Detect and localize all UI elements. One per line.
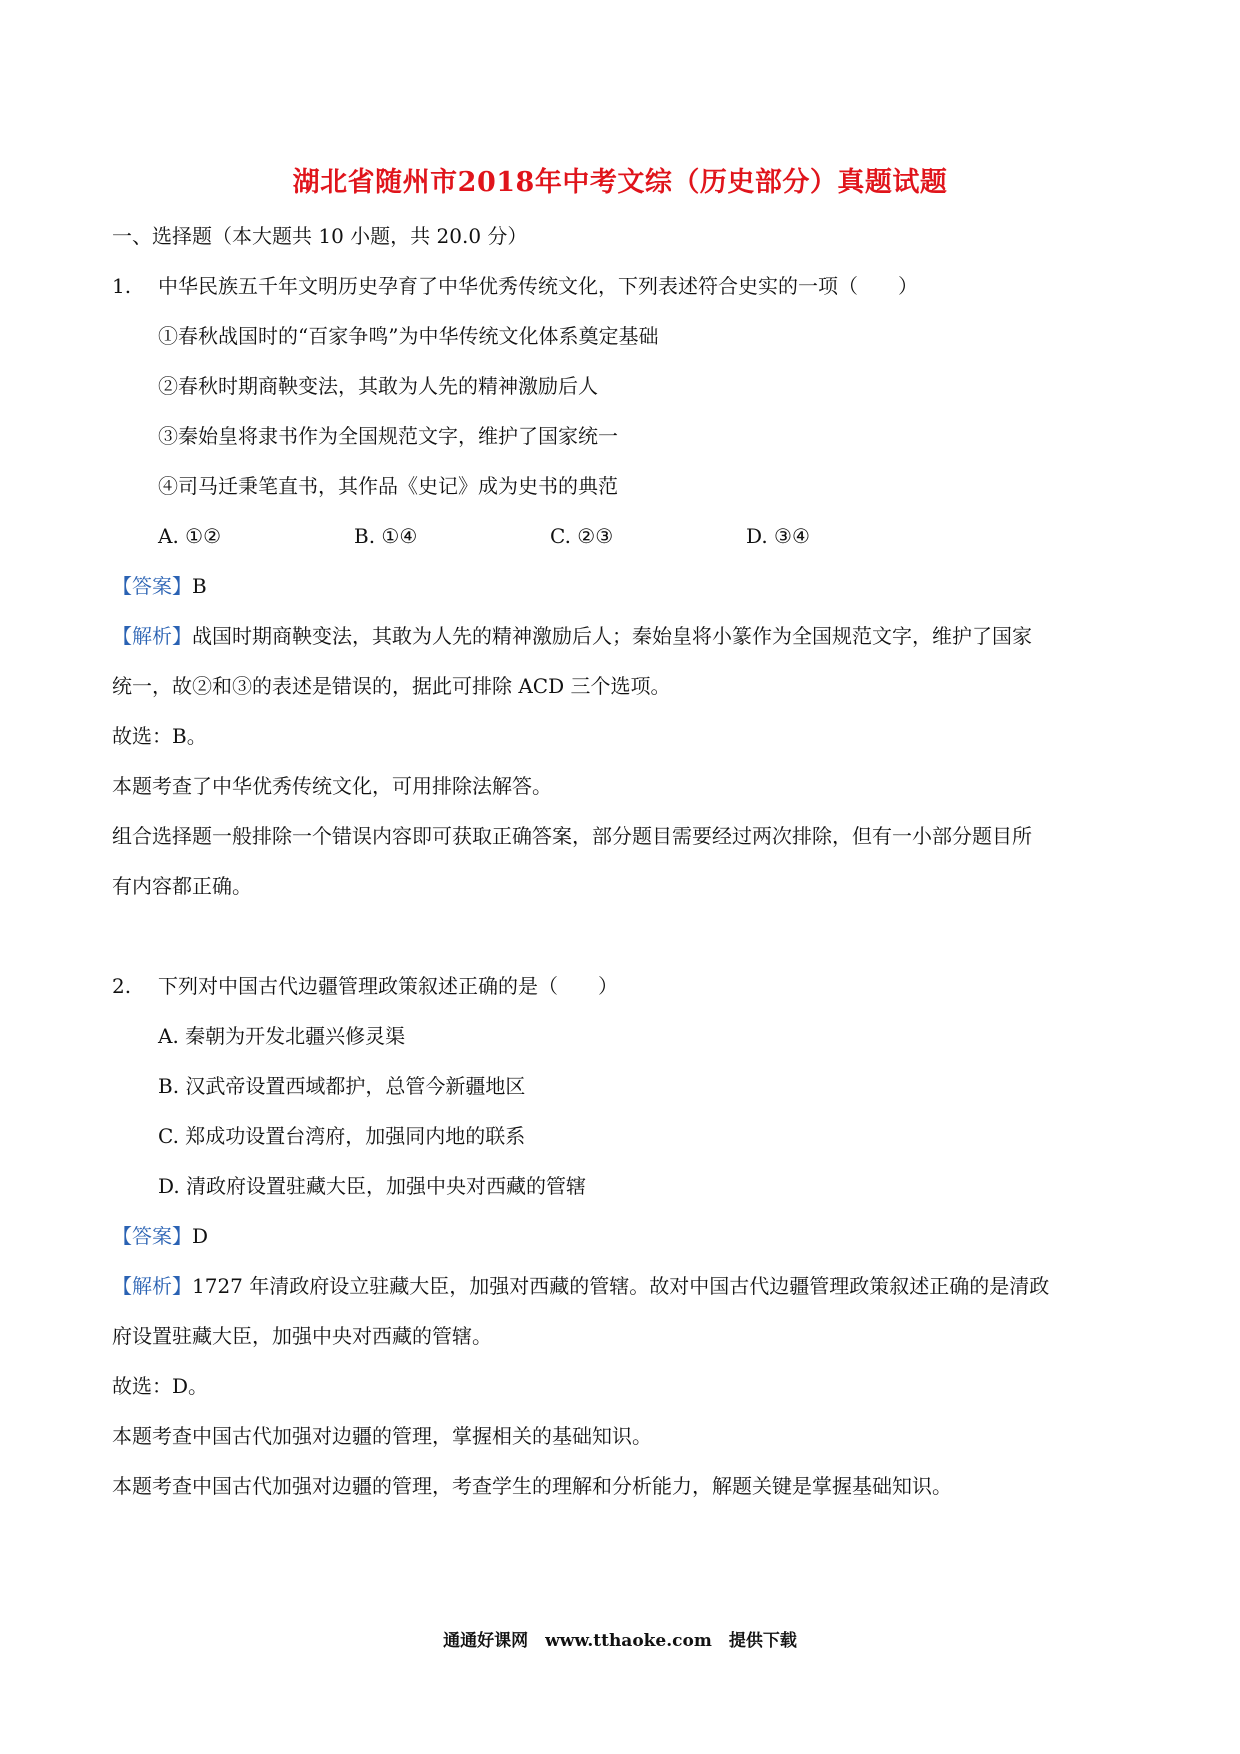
q1-statement-4: ④司马迁秉笔直书，其作品《史记》成为史书的典范 — [158, 474, 618, 498]
q2-answer — [112, 1222, 208, 1250]
q1-option-d: D. ③④ — [746, 524, 810, 548]
answer-tag: 【答案】 — [112, 1224, 192, 1248]
q1-option-a: A. ①② — [158, 524, 222, 548]
q1-choice: 故选：B。 — [112, 724, 207, 748]
q1-note-2-cont: 有内容都正确。 — [112, 874, 252, 898]
q1-statement-1: ①春秋战国时的“百家争鸣”为中华传统文化体系奠定基础 — [158, 324, 659, 348]
q2-note-1: 本题考查中国古代加强对边疆的管理，掌握相关的基础知识。 — [112, 1424, 652, 1448]
q1-answer — [112, 572, 207, 600]
q2-analysis — [112, 1272, 1049, 1300]
q1-answer-value: B — [192, 574, 207, 598]
q1-statement-2: ②春秋时期商鞅变法，其敢为人先的精神激励后人 — [158, 374, 598, 398]
q1-analysis — [112, 622, 1032, 650]
analysis-tag: 【解析】 — [112, 624, 192, 648]
page-footer: 通通好课网 www.tthaoke.com 提供下载 — [443, 1631, 797, 1651]
section-heading: 一、选择题（本大题共 10 小题，共 20.0 分） — [112, 224, 528, 248]
analysis-tag: 【解析】 — [112, 1274, 192, 1298]
q2-number: 2. — [112, 974, 132, 998]
q1-option-c: C. ②③ — [550, 524, 614, 548]
q2-analysis-cont: 府设置驻藏大臣，加强中央对西藏的管辖。 — [112, 1324, 492, 1348]
q2-analysis-text: 1727 年清政府设立驻藏大臣，加强对西藏的管辖。故对中国古代边疆管理政策叙述正确的是清政 — [192, 1274, 1050, 1298]
q2-answer-value: D — [192, 1224, 209, 1248]
q2-choice: 故选：D。 — [112, 1374, 209, 1398]
q1-number: 1. — [112, 274, 132, 298]
q2-option-a: A. 秦朝为开发北疆兴修灵渠 — [158, 1024, 406, 1048]
document-title: 湖北省随州市2018年中考文综（历史部分）真题试题 — [292, 167, 948, 198]
q1-option-b: B. ①④ — [354, 524, 418, 548]
q2-option-d: D. 清政府设置驻藏大臣，加强中央对西藏的管辖 — [158, 1174, 587, 1198]
q1-analysis-cont: 统一，故②和③的表述是错误的，据此可排除 ACD 三个选项。 — [112, 674, 671, 698]
answer-tag: 【答案】 — [112, 574, 192, 598]
q1-stem: 中华民族五千年文明历史孕育了中华优秀传统文化，下列表述符合史实的一项（ ） — [158, 274, 918, 298]
q2-note-2: 本题考查中国古代加强对边疆的管理，考查学生的理解和分析能力，解题关键是掌握基础知识。 — [112, 1474, 952, 1498]
q2-option-c: C. 郑成功设置台湾府，加强同内地的联系 — [158, 1124, 526, 1148]
q1-statement-3: ③秦始皇将隶书作为全国规范文字，维护了国家统一 — [158, 424, 618, 448]
q2-option-b: B. 汉武帝设置西域都护，总管今新疆地区 — [158, 1074, 526, 1098]
q1-note-2: 组合选择题一般排除一个错误内容即可获取正确答案，部分题目需要经过两次排除，但有一小部分题目所 — [112, 824, 1032, 848]
q2-stem: 下列对中国古代边疆管理政策叙述正确的是（ ） — [158, 974, 618, 998]
q1-analysis-text: 战国时期商鞅变法，其敢为人先的精神激励后人；秦始皇将小篆作为全国规范文字，维护了国家 — [192, 624, 1032, 648]
q1-note-1: 本题考查了中华优秀传统文化，可用排除法解答。 — [112, 774, 552, 798]
